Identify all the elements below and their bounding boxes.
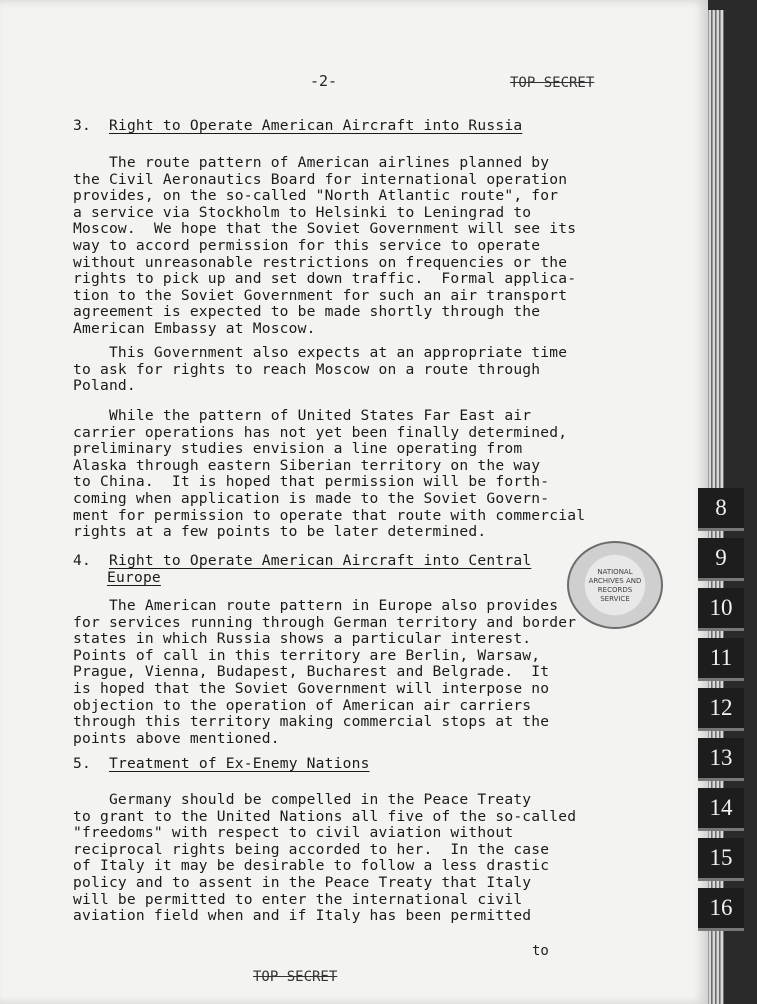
text-line: is hoped that the Soviet Government will interpose no	[73, 679, 550, 697]
section-5-heading	[73, 756, 633, 773]
text-line: Prague, Vienna, Budapest, Bucharest and Belgrade. It	[73, 663, 550, 681]
text-line: aviation field when and if Italy has been permitted	[73, 907, 532, 925]
section-title: Right to Operate American Aircraft into Russia	[108, 117, 523, 134]
text-line: Points of call in this territory are Berlin, Warsaw,	[73, 646, 541, 664]
text-line: for services running through German territory and border	[73, 613, 577, 631]
text-line: provides, on the so-called "North Atlantic route", for	[73, 187, 559, 205]
index-tab: 12	[698, 688, 744, 731]
text-line: preliminary studies envision a line operating from	[73, 440, 523, 458]
index-tab: 15	[698, 838, 744, 881]
section-4-heading	[73, 553, 633, 586]
stamp-line: NATIONAL	[597, 568, 633, 576]
section-number: 5.	[73, 755, 91, 772]
section-number: 4.	[73, 552, 91, 569]
section-3-paragraph-3	[73, 408, 633, 541]
section-title: Treatment of Ex-Enemy Nations	[108, 755, 370, 772]
text-line: through this territory making commercial stops at the	[73, 713, 550, 731]
page-number: -2-	[310, 72, 338, 90]
index-tab: 9	[698, 538, 744, 581]
continuation-word: to	[532, 943, 549, 959]
text-line: Poland.	[73, 377, 136, 395]
text-line: objection to the operation of American air carriers	[73, 696, 532, 714]
section-5-paragraph-1	[73, 792, 633, 925]
text-line: Moscow. We hope that the Soviet Government will see its	[73, 220, 577, 238]
section-number: 3.	[73, 117, 91, 134]
text-line: to ask for rights to reach Moscow on a route through	[73, 360, 541, 378]
text-line: will be permitted to enter the international civil	[73, 890, 523, 908]
text-line: Germany should be compelled in the Peace Treaty	[73, 791, 532, 808]
section-title-line-1: Right to Operate American Aircraft into Central	[108, 552, 532, 569]
text-line: agreement is expected to be made shortly through the	[73, 303, 541, 321]
text-line: This Government also expects at an appropriate time	[73, 344, 568, 361]
text-line: While the pattern of United States Far East air	[73, 407, 532, 424]
text-line: policy and to assent in the Peace Treaty that Italy	[73, 873, 532, 891]
index-tab: 11	[698, 638, 744, 681]
stamp-line: RECORDS	[597, 586, 633, 594]
index-tab: 10	[698, 588, 744, 631]
text-line: American Embassy at Moscow.	[73, 319, 316, 337]
section-3-heading	[73, 118, 633, 135]
text-line: a service via Stockholm to Helsinki to Leningrad to	[73, 203, 532, 221]
stamp-text	[579, 568, 651, 604]
text-line: tion to the Soviet Government for such an air transport	[73, 286, 568, 304]
text-line: reciprocal rights being accorded to her. In the case	[73, 840, 550, 858]
text-line: to China. It is hoped that permission will be forth-	[73, 473, 550, 491]
index-tab: 16	[698, 888, 744, 931]
archives-stamp-seal	[567, 541, 663, 629]
index-tab: 8	[698, 488, 744, 531]
text-line: states in which Russia shows a particular interest.	[73, 630, 532, 648]
text-line: rights to pick up and set down traffic. Formal applica-	[73, 270, 577, 288]
section-4-paragraph-1	[73, 598, 633, 747]
text-line: the Civil Aeronautics Board for international operation	[73, 170, 568, 188]
text-line: of Italy it may be desirable to follow a less drastic	[73, 857, 550, 875]
section-title-line-2: Europe	[107, 568, 161, 586]
text-line: Alaska through eastern Siberian territory on the way	[73, 456, 541, 474]
text-line: ment for permission to operate that route with commercial	[73, 506, 586, 524]
section-3-paragraph-2	[73, 345, 633, 395]
text-line: "freedoms" with respect to civil aviation without	[73, 824, 514, 842]
text-line: to grant to the United Nations all five of the so-called	[73, 807, 577, 825]
stamp-line: ARCHIVES AND	[588, 577, 642, 585]
text-line: without unreasonable restrictions on frequencies or the	[73, 253, 568, 271]
stamp-line: SERVICE	[600, 595, 630, 603]
index-tab: 14	[698, 788, 744, 831]
text-line: The American route pattern in Europe also provides	[73, 597, 559, 614]
index-tab: 13	[698, 738, 744, 781]
text-line: way to accord permission for this service to operate	[73, 236, 541, 254]
classification-header: TOP SECRET	[510, 75, 595, 91]
text-line: points above mentioned.	[73, 729, 280, 747]
section-3-paragraph-1	[73, 155, 633, 338]
text-line: coming when application is made to the Soviet Govern-	[73, 489, 550, 507]
text-line: The route pattern of American airlines planned by	[73, 154, 550, 171]
classification-footer: TOP SECRET	[253, 969, 338, 985]
text-line: rights at a few points to be later determined.	[73, 523, 487, 541]
text-line: carrier operations has not yet been finally determined,	[73, 423, 568, 441]
